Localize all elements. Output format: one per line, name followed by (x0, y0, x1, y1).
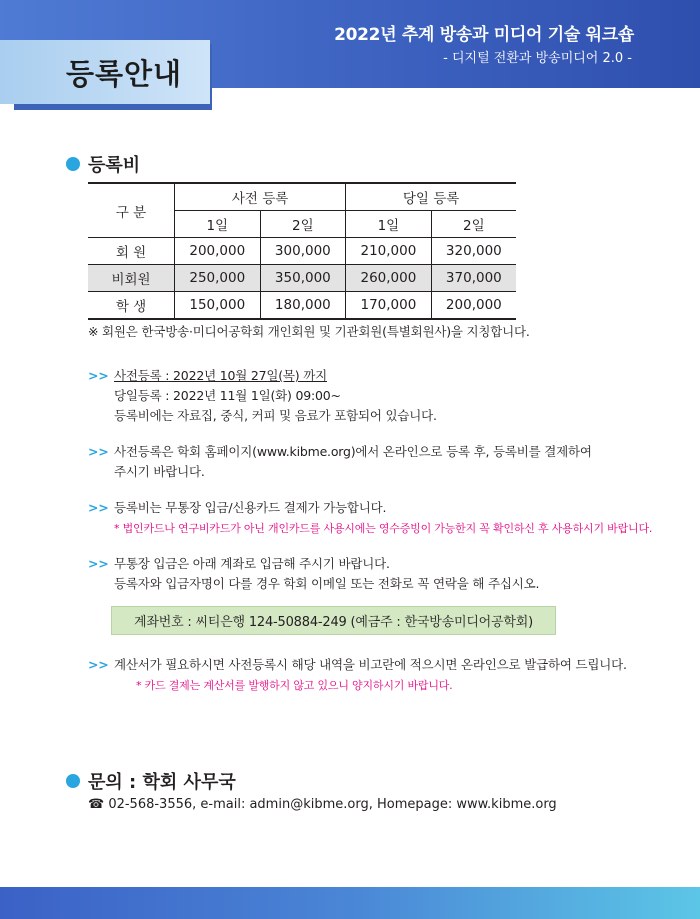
contact-info: ☎ 02-568-3556, e-mail: admin@kibme.org, Homepage: www.kibme.org (88, 797, 557, 812)
arrow-bullet: >> (88, 368, 109, 383)
table-row (88, 265, 516, 292)
invoice-text: 계산서가 필요하시면 사전등록시 해당 내역을 비고란에 적으시면 온라인으로 발급하여 드립니다. (114, 657, 627, 672)
pre-registration-deadline: 사전등록 : 2022년 10월 27일(목) 까지 (114, 368, 328, 383)
fee-cell: 150,000 (175, 292, 261, 320)
table-row (88, 292, 516, 320)
table-corner: 구 분 (88, 183, 175, 238)
fee-cell: 200,000 (431, 292, 516, 320)
fee-table (88, 182, 516, 320)
bullet-dot-icon (66, 774, 80, 788)
registration-dates-block (88, 366, 437, 426)
fee-cell: 350,000 (260, 265, 346, 292)
group-header-pre: 사전 등록 (175, 183, 346, 211)
online-registration-text: 사전등록은 학회 홈페이지(www.kibme.org)에서 온라인으로 등록 후, 등록비를 결제하여 (114, 444, 592, 459)
day-header: 1일 (346, 211, 432, 238)
bullet-dot-icon (66, 157, 80, 171)
fee-cell: 200,000 (175, 238, 261, 265)
payment-methods-text: 등록비는 무통장 입금/신용카드 결제가 가능합니다. (114, 500, 387, 515)
card-warning: * 법인카드나 연구비카드가 아닌 개인카드를 사용시에는 영수증빙이 가능한지 꼭 확인하신 후 사용하시기 바랍니다. (114, 522, 653, 535)
account-number-box: 계좌번호 : 씨티은행 124-50884-249 (예금주 : 한국방송미디어공학회) (111, 606, 556, 635)
day-header: 2일 (431, 211, 516, 238)
footer-band (0, 887, 700, 919)
arrow-bullet: >> (88, 500, 109, 515)
online-registration-text-2: 주시기 바랍니다. (114, 464, 205, 479)
day-header: 2일 (260, 211, 346, 238)
event-title: 2022년 추계 방송과 미디어 기술 워크숍 (334, 25, 634, 45)
contact-heading-text: 문의 : 학회 사무국 (88, 772, 236, 793)
fee-section-heading (66, 151, 140, 177)
fee-cell: 260,000 (346, 265, 432, 292)
fee-cell: 250,000 (175, 265, 261, 292)
row-label: 비회원 (88, 265, 175, 292)
event-subtitle: - 디지털 전환과 방송미디어 2.0 - (443, 51, 632, 66)
payment-methods-block (88, 498, 652, 540)
onsite-registration-date: 당일등록 : 2022년 11월 1일(화) 09:00~ (114, 388, 341, 403)
contact-section-heading (66, 768, 236, 794)
arrow-bullet: >> (88, 556, 109, 571)
invoice-block (88, 655, 627, 697)
page-title-tab (0, 40, 210, 104)
fee-cell: 300,000 (260, 238, 346, 265)
fee-cell: 320,000 (431, 238, 516, 265)
bank-transfer-text: 무통장 입금은 아래 계좌로 입금해 주시기 바랍니다. (114, 556, 390, 571)
fee-heading-text: 등록비 (88, 155, 141, 176)
online-registration-block (88, 442, 592, 482)
table-row (88, 238, 516, 265)
group-header-onsite: 당일 등록 (346, 183, 516, 211)
membership-note: ※ 회원은 한국방송·미디어공학회 개인회원 및 기관회원(특별회원사)을 지칭합니다. (88, 324, 530, 339)
arrow-bullet: >> (88, 657, 109, 672)
fee-cell: 170,000 (346, 292, 432, 320)
fee-cell: 180,000 (260, 292, 346, 320)
row-label: 학 생 (88, 292, 175, 320)
fee-cell: 370,000 (431, 265, 516, 292)
bank-transfer-text-2: 등록자와 입금자명이 다를 경우 학회 이메일 또는 전화로 꼭 연락을 해 주십시오. (114, 576, 540, 591)
fee-cell: 210,000 (346, 238, 432, 265)
fee-includes: 등록비에는 자료집, 중식, 커피 및 음료가 포함되어 있습니다. (114, 408, 437, 423)
day-header: 1일 (175, 211, 261, 238)
invoice-warning: * 카드 결제는 계산서를 발행하지 않고 있으니 양지하시기 바랍니다. (136, 679, 453, 692)
page-title: 등록안내 (66, 56, 183, 91)
arrow-bullet: >> (88, 444, 109, 459)
row-label: 회 원 (88, 238, 175, 265)
bank-transfer-block (88, 554, 539, 594)
